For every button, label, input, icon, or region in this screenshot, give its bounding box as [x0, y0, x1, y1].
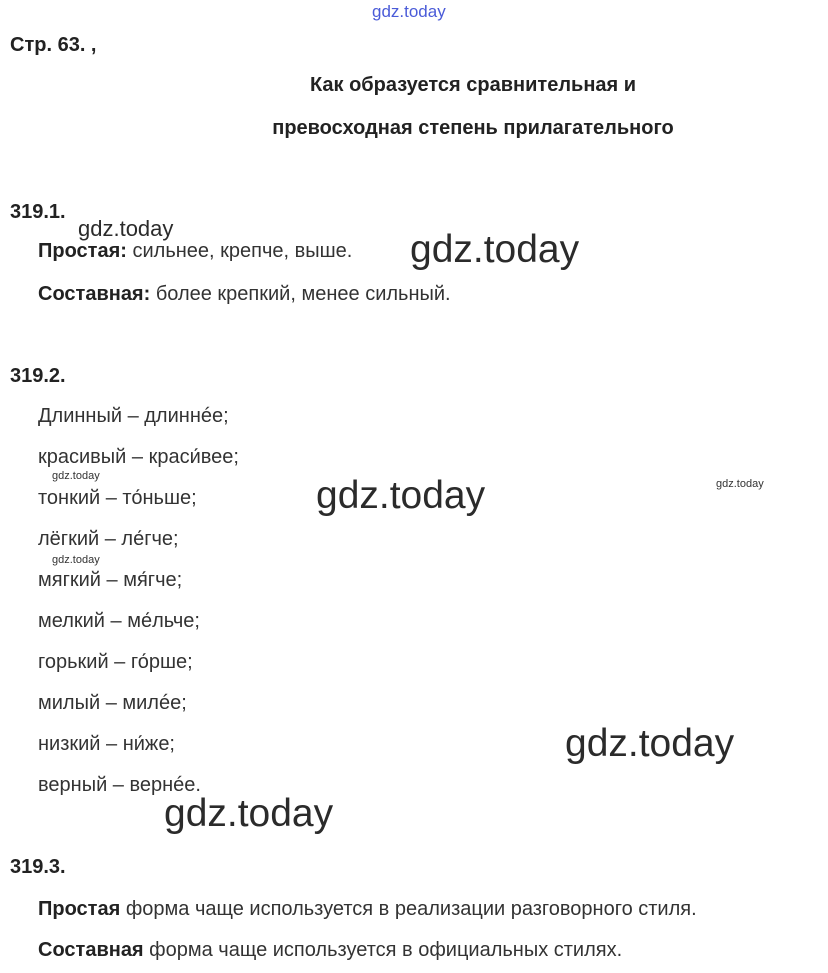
list-item: низкий – ни́же;	[38, 733, 175, 755]
watermark: gdz.today	[716, 478, 764, 490]
list-item: лёгкий – ле́гче;	[38, 528, 179, 550]
list-item: мягкий – мя́гче;	[38, 569, 183, 591]
paragraph-simple	[38, 898, 697, 921]
watermark: gdz.today	[410, 228, 580, 271]
section-heading-319-3: 319.3.	[10, 856, 66, 878]
paragraph-simple-text: форма чаще используется в реализации разговорного стиля.	[120, 898, 697, 920]
watermark-top: gdz.today	[372, 2, 446, 21]
watermark: gdz.today	[52, 470, 100, 482]
compound-label: Составная:	[38, 283, 151, 305]
simple-text: сильнее, крепче, выше.	[126, 240, 353, 262]
simple-form-line	[38, 240, 352, 263]
watermark: gdz.today	[565, 722, 735, 765]
list-item: милый – милée;	[38, 692, 187, 714]
compound-form-line	[38, 283, 451, 306]
paragraph-compound-text: форма чаще используется в официальных стилях.	[143, 939, 623, 961]
simple-label: Простая:	[38, 240, 127, 262]
list-item: тонкий – то́ньше;	[38, 487, 197, 509]
section-heading-319-1: 319.1.	[10, 201, 66, 223]
compound-text: более крепкий, менее сильный.	[150, 283, 451, 305]
list-item: верный – вернée.	[38, 774, 201, 796]
section-heading-319-2: 319.2.	[10, 365, 66, 387]
list-item: Длинный – длиннée;	[38, 405, 229, 427]
watermark: gdz.today	[316, 474, 486, 517]
list-item: горький – го́рше;	[38, 651, 193, 673]
page-reference: Стр. 63. ,	[10, 34, 97, 56]
watermark: gdz.today	[164, 792, 334, 835]
watermark: gdz.today	[52, 554, 100, 566]
paragraph-simple-label: Простая	[38, 898, 121, 920]
page-title-line-2: превосходная степень прилагательного	[272, 117, 674, 139]
paragraph-compound	[38, 939, 622, 962]
list-item: красивый – краси́вее;	[38, 446, 239, 468]
list-item: мелкий – ме́льче;	[38, 610, 200, 632]
paragraph-compound-label: Составная	[38, 939, 144, 961]
watermark: gdz.today	[78, 216, 174, 241]
page-title-line-1: Как образуется сравнительная и	[309, 74, 637, 96]
